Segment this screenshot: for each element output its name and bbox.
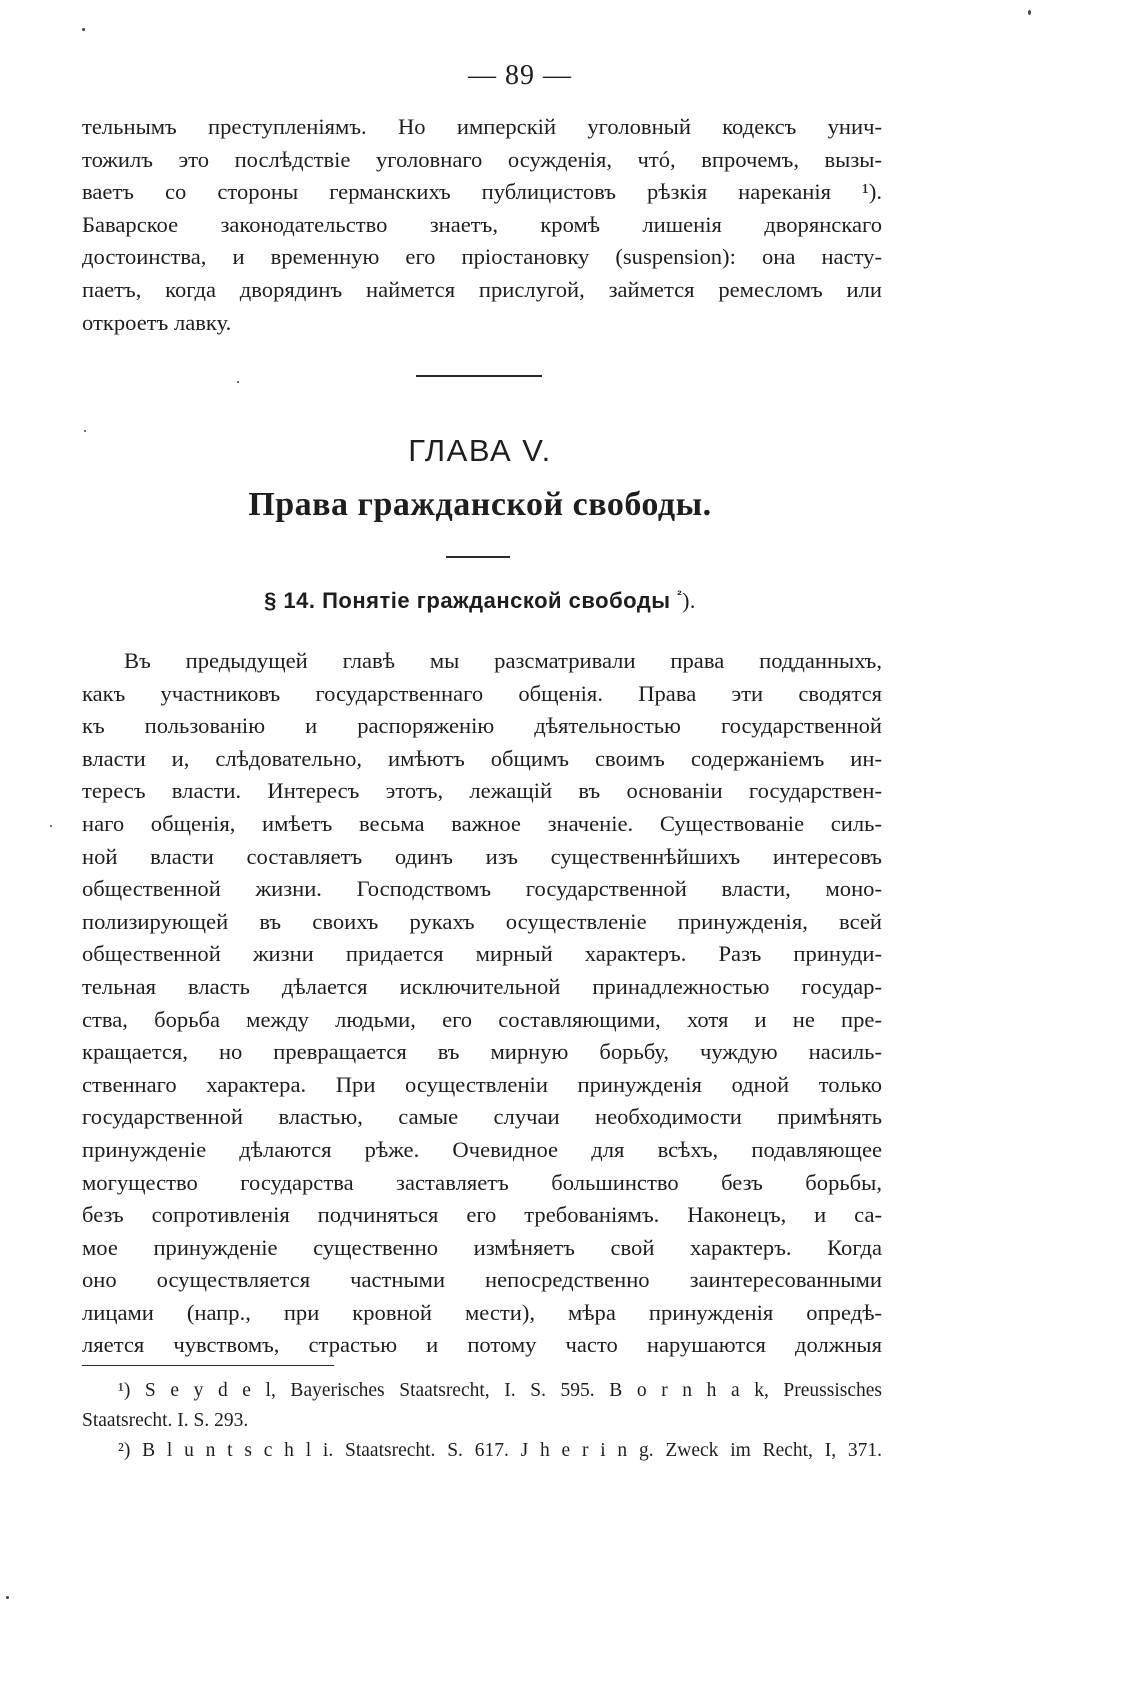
text-line: ственнаго характера. При осуществленіи принужденія одной только <box>82 1071 882 1097</box>
text-line: общественной жизни. Господствомъ государственной власти, моно- <box>82 876 882 902</box>
scan-speck <box>6 1596 9 1599</box>
text-line: къ пользованію и распоряженію дѣятельностью государственной <box>82 713 882 739</box>
footnotes <box>82 1376 882 1466</box>
footnote-2: ²) B l u n t s c h l i. Staatsrecht. S. 617. J h e r i n g. Zweck im Recht, I, 371. <box>118 1440 882 1461</box>
body-paragraph <box>82 645 882 1362</box>
text-line: мое принужденіе существенно измѣняетъ свой характеръ. Когда <box>82 1234 882 1260</box>
text-line: полизирующей въ своихъ рукахъ осуществленіе принужденія, всей <box>82 908 882 934</box>
text-line: государственной властью, самые случаи необходимости примѣнять <box>82 1104 882 1130</box>
footnote-divider <box>82 1365 334 1366</box>
section-heading-text: § 14. Понятіе гражданской свободы <box>264 588 671 613</box>
chapter-title: Права гражданской свободы. <box>248 486 712 523</box>
chapter-divider <box>416 375 542 377</box>
section-heading-tail: ). <box>682 588 696 613</box>
scan-speck <box>84 430 86 432</box>
text-line: ваетъ со стороны германскихъ публицистовъ рѣзкія нареканія ¹). <box>82 179 882 205</box>
scan-speck <box>237 381 239 383</box>
footnote-1-continued: Staatsrecht. I. S. 293. <box>82 1410 249 1431</box>
text-line: паетъ, когда дворядинъ наймется прислугой, займется ремесломъ или <box>82 276 882 302</box>
text-line: ляется чувствомъ, страстью и потому часто нарушаются должныя <box>82 1332 882 1358</box>
text-line: власти и, слѣдовательно, имѣютъ общимъ своимъ содержаніемъ ин- <box>82 745 882 771</box>
text-line: лицами (напр., при кровной мести), мѣра принужденія опредѣ- <box>82 1299 882 1325</box>
text-line: Баварское законодательство знаетъ, кромѣ лишенія дворянскаго <box>82 211 882 237</box>
text-line: ной власти составляетъ одинъ изъ существеннѣйшихъ интересовъ <box>82 843 882 869</box>
section-heading <box>0 588 960 614</box>
footnote-ref: ² <box>677 587 683 603</box>
text-line: Въ предыдущей главѣ мы разсматривали права подданныхъ, <box>124 648 882 673</box>
scan-speck <box>1028 10 1031 15</box>
text-line: какъ участниковъ государственнаго общенія. Права эти сводятся <box>82 680 882 706</box>
page-number: — 89 — <box>468 60 572 91</box>
intro-paragraph <box>82 111 882 339</box>
text-line: тожилъ это послѣдствіе уголовнаго осужденія, чтó, впрочемъ, вызы- <box>82 146 882 172</box>
scan-speck <box>82 28 85 31</box>
text-line: наго общенія, имѣетъ весьма важное значеніе. Существованіе силь- <box>82 810 882 836</box>
text-line: кращается, но превращается въ мирную борьбу, чуждую насиль- <box>82 1039 882 1065</box>
chapter-label: ГЛАВА V. <box>408 433 552 468</box>
text-line: достоинства, и временную его пріостановку (suspension): она насту- <box>82 244 882 270</box>
text-line: оно осуществляется частными непосредственно заинтересованными <box>82 1267 882 1293</box>
text-line: общественной жизни придается мирный характеръ. Разъ принуди- <box>82 941 882 967</box>
text-line: тельная власть дѣлается исключительной принадлежностью государ- <box>82 973 882 999</box>
text-line: откроетъ лавку. <box>82 309 232 335</box>
text-line: принужденіе дѣлаются рѣже. Очевидное для всѣхъ, подавляющее <box>82 1136 882 1162</box>
text-line: безъ сопротивленія подчиняться его требованіямъ. Наконецъ, и са- <box>82 1202 882 1228</box>
title-divider <box>446 556 510 558</box>
scan-speck <box>50 825 52 827</box>
text-line: ства, борьба между людьми, его составляющими, хотя и не пре- <box>82 1006 882 1032</box>
text-line: тересъ власти. Интересъ этотъ, лежащій въ основаніи государствен- <box>82 778 882 804</box>
footnote-1: ¹) S e y d e l, Bayerisches Staatsrecht, I. S. 595. B o r n h a k, Preussisches <box>118 1380 882 1401</box>
text-line: тельнымъ преступленіямъ. Но имперскій уголовный кодексъ унич- <box>82 114 882 139</box>
text-line: могущество государства заставляетъ большинство безъ борьбы, <box>82 1169 882 1195</box>
